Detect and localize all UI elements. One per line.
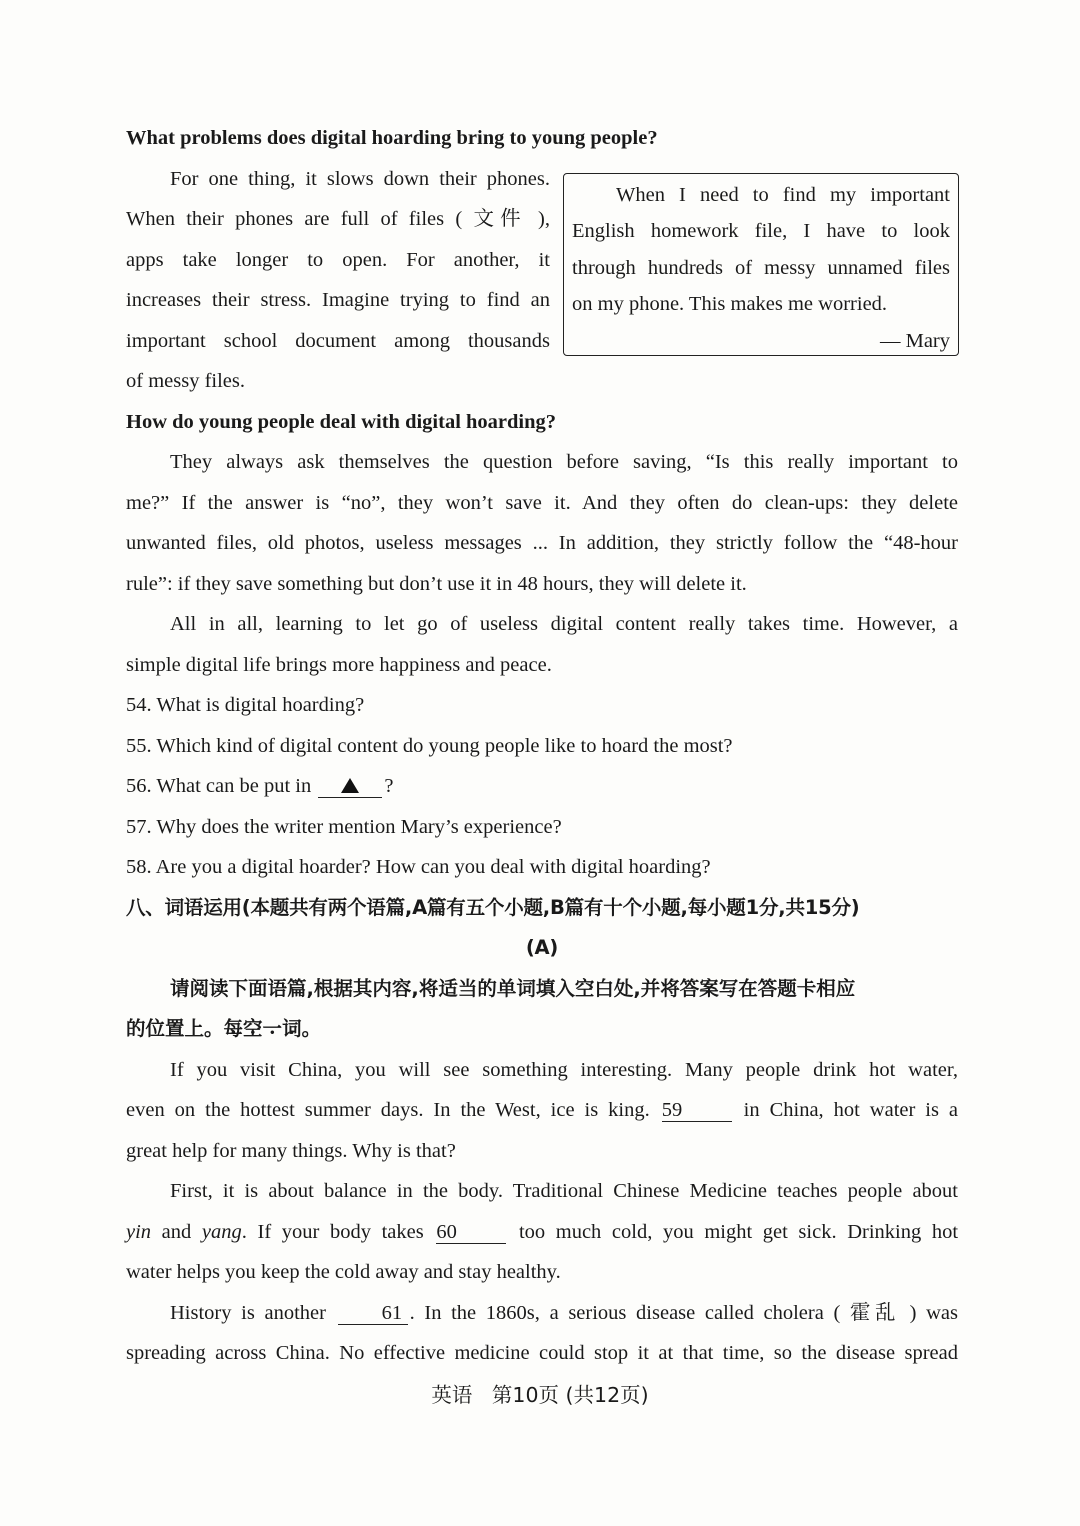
conclusion-paragraph: [126, 604, 958, 685]
instruction-line: 请阅读下面语篇,根据其内容,将适当的单词填入空白处,并将答案写在答题卡相应: [170, 976, 856, 1000]
question-54: 54. What is digital hoarding?: [126, 694, 365, 716]
question-58: 58. Are you a digital hoarder? How can you deal with digital hoarding?: [126, 856, 711, 878]
para2-line: me?” If the answer is “no”, they won’t save it. And they often do clean-ups: they delete: [126, 491, 958, 514]
passage-text: yang: [201, 1220, 242, 1243]
instruction-text: 。: [301, 1017, 322, 1040]
deal-paragraph: [126, 442, 958, 604]
passage-text: yin: [126, 1220, 152, 1243]
passage-line: [126, 1293, 958, 1334]
para2-line: rule”: if they save something but don’t use it in 48 hours, they will delete it.: [126, 572, 747, 595]
emphasis-char: 每 •: [224, 1017, 244, 1040]
instruction-line: [126, 1009, 958, 1050]
passage-line: If you visit China, you will see something interesting. Many people drink hot water,: [170, 1058, 958, 1081]
question-56-text: 56. What can be put in: [126, 775, 312, 797]
quote-line: through hundreds of messy unnamed files: [572, 256, 950, 279]
passage-line: great help for many things. Why is that?: [126, 1139, 456, 1162]
passage-line: spreading across China. No effective medicine could stop it at that time, so the disease spread: [126, 1342, 958, 1364]
quote-line: on my phone. This makes me worried.: [572, 293, 888, 315]
para1-line: For one thing, it slows down their phones.: [170, 167, 550, 190]
passage-text: in China, hot water is a: [743, 1099, 959, 1121]
para2-line: unwanted files, old photos, useless messages ... In addition, they strictly follow the “48-hour: [126, 532, 958, 554]
blank-60: 60: [436, 1221, 506, 1244]
question-56: [126, 766, 958, 807]
passage-text: too much cold, you might get sick. Drinking hot: [518, 1220, 959, 1243]
quote-line: English homework file, I have to look: [572, 220, 950, 242]
triangle-icon: [341, 778, 359, 793]
passage-line: [126, 1090, 958, 1131]
passage-text: History is another: [170, 1301, 326, 1324]
mary-quote-box: [563, 173, 959, 356]
heading-problems: What problems does digital hoarding bring to young people?: [126, 127, 658, 149]
blank-61: 61: [338, 1302, 408, 1325]
passage-text: even on the hottest summer days. In the West, ice is king.: [126, 1099, 650, 1121]
para1-line: When their phones are full of files ( 文件 ),: [126, 208, 550, 230]
section-8-title: 八、词语运用(本题共有两个语篇,A篇有五个小题,B篇有十个小题,每小题1分,共15分): [126, 895, 860, 919]
quote-author: — Mary: [879, 329, 950, 352]
part-a-label: (A): [525, 936, 559, 959]
para1-line: apps take longer to open. For another, it: [126, 248, 550, 271]
blank-59: 59: [662, 1099, 732, 1122]
para1-line: of messy files.: [126, 370, 245, 392]
page-footer: 英语 第10页 (共12页): [431, 1383, 649, 1407]
para1-line: increases their stress. Imagine trying to find an: [126, 289, 550, 311]
para3-line: All in all, learning to let go of useless digital content really takes time. However, a: [170, 613, 958, 635]
emphasis-char: 词 •: [282, 1017, 302, 1040]
problems-section: [126, 159, 958, 402]
question-57: 57. Why does the writer mention Mary’s experience?: [126, 815, 562, 838]
instruction-text: 的位置上。: [126, 1017, 224, 1040]
para1-line: important school document among thousands: [126, 329, 550, 352]
heading-deal: How do young people deal with digital hoarding?: [126, 410, 557, 433]
instruction: [126, 969, 958, 1050]
passage-text: . If your body takes: [241, 1220, 424, 1243]
para2-line: They always ask themselves the question before saving, “Is this really important to: [170, 451, 958, 473]
emphasis-char: 一 •: [263, 1017, 283, 1040]
passage-line: First, it is about balance in the body. Traditional Chinese Medicine teaches people about: [170, 1180, 958, 1202]
quote-line: When I need to find my important: [616, 183, 950, 206]
passage-a: [126, 1050, 958, 1374]
para3-line: simple digital life brings more happiness and peace.: [126, 653, 552, 676]
passage-text: and: [161, 1220, 192, 1243]
question-56-end: ?: [384, 775, 394, 797]
problems-paragraph: [126, 159, 550, 402]
question-55: 55. Which kind of digital content do young people like to hoard the most?: [126, 734, 733, 757]
passage-line: [126, 1212, 958, 1253]
passage-line: water helps you keep the cold away and stay healthy.: [126, 1261, 561, 1283]
emphasis-char: 空 •: [243, 1017, 263, 1040]
passage-text: . In the 1860s, a serious disease called cholera ( 霍乱 ) was: [409, 1301, 958, 1324]
page-content: [126, 118, 958, 1374]
triangle-blank: [318, 775, 382, 798]
